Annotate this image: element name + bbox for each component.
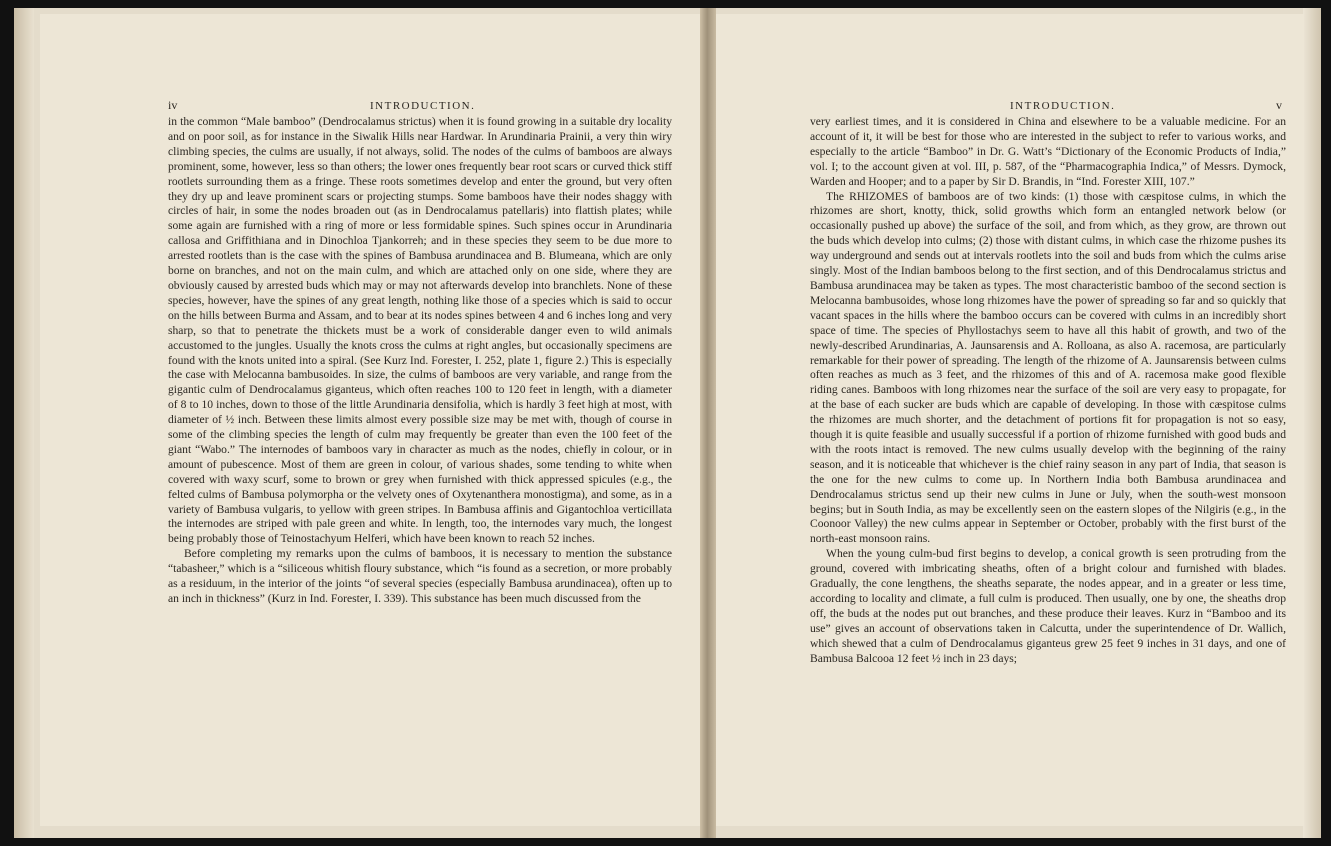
left-paragraph: Before completing my remarks upon the culms of bamboos, it is necessary to mention the substance “tabasheer,” which is a “siliceous whitish floury substance, which “is found as a secretion, or more probably as a residuum, in the interior of the joints “of several species (especially Bambusa arundinacea), often up to an inch in thickness” (Kurz in Ind. Forester, I. 339). This substance has been much discussed from the xyxy=(168,547,672,605)
right-paragraph: The RHIZOMES of bamboos are of two kinds: (1) those with cæspitose culms, in which the rhizomes are short, knotty, thick, solid growths which form an entangled network below (or occasionally pushed up above) the surface of the soil, and from which, as they grow, are thrown out the buds which develop into culms; (2) those with distant culms, in which case the rhizome pushes its way underground and sends out at intervals rootlets into the soil and buds from which the culms arise singly. Most of the Indian bamboos belong to the first section, and of this Dendrocalamus strictus and Bambusa arundinacea may be taken as types. The most characteristic bamboo of the second section is Melocanna bambusoides, whose long rhizomes have the power of spreading so far and so quickly that vacant spaces in the hills where the bamboo occurs can be covered with culms in an incredibly short space of time. The species of Phyllostachys seem to have all this habit of growth, and two of the newly-described Arundinarias, A. Jaunsarensis and A. Rolloana, as also A. racemosa, are particularly remarkable for their power of spreading. The length of the rhizome of A. Jaunsarensis between culms often reaches as much as 3 feet, and the rhizomes of this and of A. racemosa make good flexible riding canes. Bamboos with long rhizomes near the surface of the soil are very easy to propagate, for at the base of each sucker are buds which are capable of developing. In those with cæspitose culms the rhizomes are much shorter, and the detachment of portions fit for propagation is not so easy, though it is quite feasible and usually successful if a portion of rhizome furnished with good buds and with the roots intact is removed. The new culms usually develop with the beginning of the rainy season, and it is noticeable that whichever is the chief rainy season in any part of India, that season is the one for the new culms to come up. In Northern India both Bambusa arundinacea and Dendrocalamus strictus send up their new culms in June or July, when the south-west monsoon begins; but in South India, as may be excellently seen on the eastern slopes of the Nilgiris (e.g., in the Coonoor Valley) the new culms appear in September or October, probably with the first burst of the north-east monsoon rains. xyxy=(810,189,1286,546)
left-paragraph: in the common “Male bamboo” (Dendrocalamus strictus) when it is found growing in a suitable dry locality and on poor soil, as for instance in the Siwalik Hills near Hardwar. In Arundinaria Prainii, a very thin wiry climbing species, the culms are usually, if not always, solid. The nodes of the culms of bamboos are always prominent, some, however, less so than others; the lower ones frequently bear root scars or curved thick stiff rootlets surrounding them as a fringe. These roots sometimes develop and enter the ground, but very often they dry up and leave prominent scars or projecting stumps. Some bamboos have their nodes shaggy with circles of hair, in some the nodes broaden out (as in Dendrocalamus patellaris) into flattish plates; while some again are furnished with a ring of more or less formidable spines. Such spines occur in Arundinaria callosa and Griffithiana and in Dinochloa Tjankorreh; and in these species they seem to be due more to arrested rootlets than is the case with the spines of Bambusa arundinacea and B. Blumeana, which are only borne on branches, and not on the main culm, and which are attached only on one side, where they are obviously caused by arrested buds which may or may not afterwards develop into branchlets. None of these species, however, have the spines of any great length, nothing like those of a species which is said to occur on the hills between Burma and Assam, and to bear at its nodes spines between 4 and 6 inches long and very sharp, so that to penetrate the thickets must be a work of considerable danger even to wild animals accustomed to the jungles. Usually the knots cross the culms at right angles, but occasionally specimens are found with the knots united into a spiral. (See Kurz Ind. Forester, I. 252, plate 1, figure 2.) This is especially the case with Melocanna bambusoides. In size, the culms of bamboos are very variable, and range from the gigantic culm of Dendrocalamus giganteus, which often reaches 100 to 120 feet in length, with a diameter of 8 to 10 inches, down to those of the little Arundinaria densifolia, which is hardly 3 feet high at most, with diameter of ½ inch. Between these limits almost every possible size may be met with, though of course in some of the climbing species the length of culm may frequently be greater than even the 100 feet of the giant “Wabo.” The internodes of bamboos vary in character as much as the nodes, chiefly in colour, or in amount of pubescence. Most of them are green in colour, of various shades, some tending to white when covered with waxy scurf, some to brown or grey when furnished with thick appressed spicules (e.g., the felted culms of Bambusa polymorpha or the velvety ones of Oxytenanthera monostigma), and some, as in a variety of Bambusa vulgaris, to yellow with green stripes. In Bambusa affinis and Gigantochloa verticillata the internodes are striped with pale green and white. In length, too, the internodes vary much, the longest being probably those of Teinostachyum Helferi, which have been known to reach 52 inches. xyxy=(168,115,672,546)
left-running-head: INTRODUCTION. xyxy=(370,100,476,112)
right-paragraph: very earliest times, and it is considered in China and elsewhere to be a valuable medicine. For an account of it, it will be best for those who are interested in the subject to refer to various works, and especially to the article “Bamboo” in Dr. G. Watt’s “Dictionary of the Economic Products of India,” vol. I; to the account given at vol. III, p. 587, of the “Pharmacographia Indica,” of Messrs. Dymock, Warden and Hooper; and to a paper by Sir D. Brandis, in “Ind. Forester XIII, 107.” xyxy=(810,115,1286,188)
left-text-column xyxy=(168,115,672,822)
page-edges-right xyxy=(1303,8,1321,838)
left-folio: iv xyxy=(168,98,178,112)
right-paragraph: When the young culm-bud first begins to develop, a conical growth is seen protruding from the ground, covered with imbricating sheaths, often of a bright colour and furnished with blades. Gradually, the cone lengthens, the sheaths separate, the nodes appear, and in a greater or less time, according to locality and climate, a full culm is produced. Then usually, one by one, the sheaths drop off, the buds at the nodes put out branches, and these produce their leaves. Kurz in “Bamboo and its use” gives an account of observations taken in Calcutta, under the superintendence of Dr. Wallich, which shewed that a culm of Dendrocalamus giganteus grew 25 feet 9 inches in 31 days, and one of Bambusa Balcooa 12 feet ½ inch in 23 days; xyxy=(810,547,1286,665)
right-text-column xyxy=(810,115,1286,822)
right-folio: v xyxy=(1276,98,1282,112)
book-gutter xyxy=(700,8,716,838)
page-edges-left xyxy=(14,8,34,838)
right-running-head: INTRODUCTION. xyxy=(1010,100,1116,112)
